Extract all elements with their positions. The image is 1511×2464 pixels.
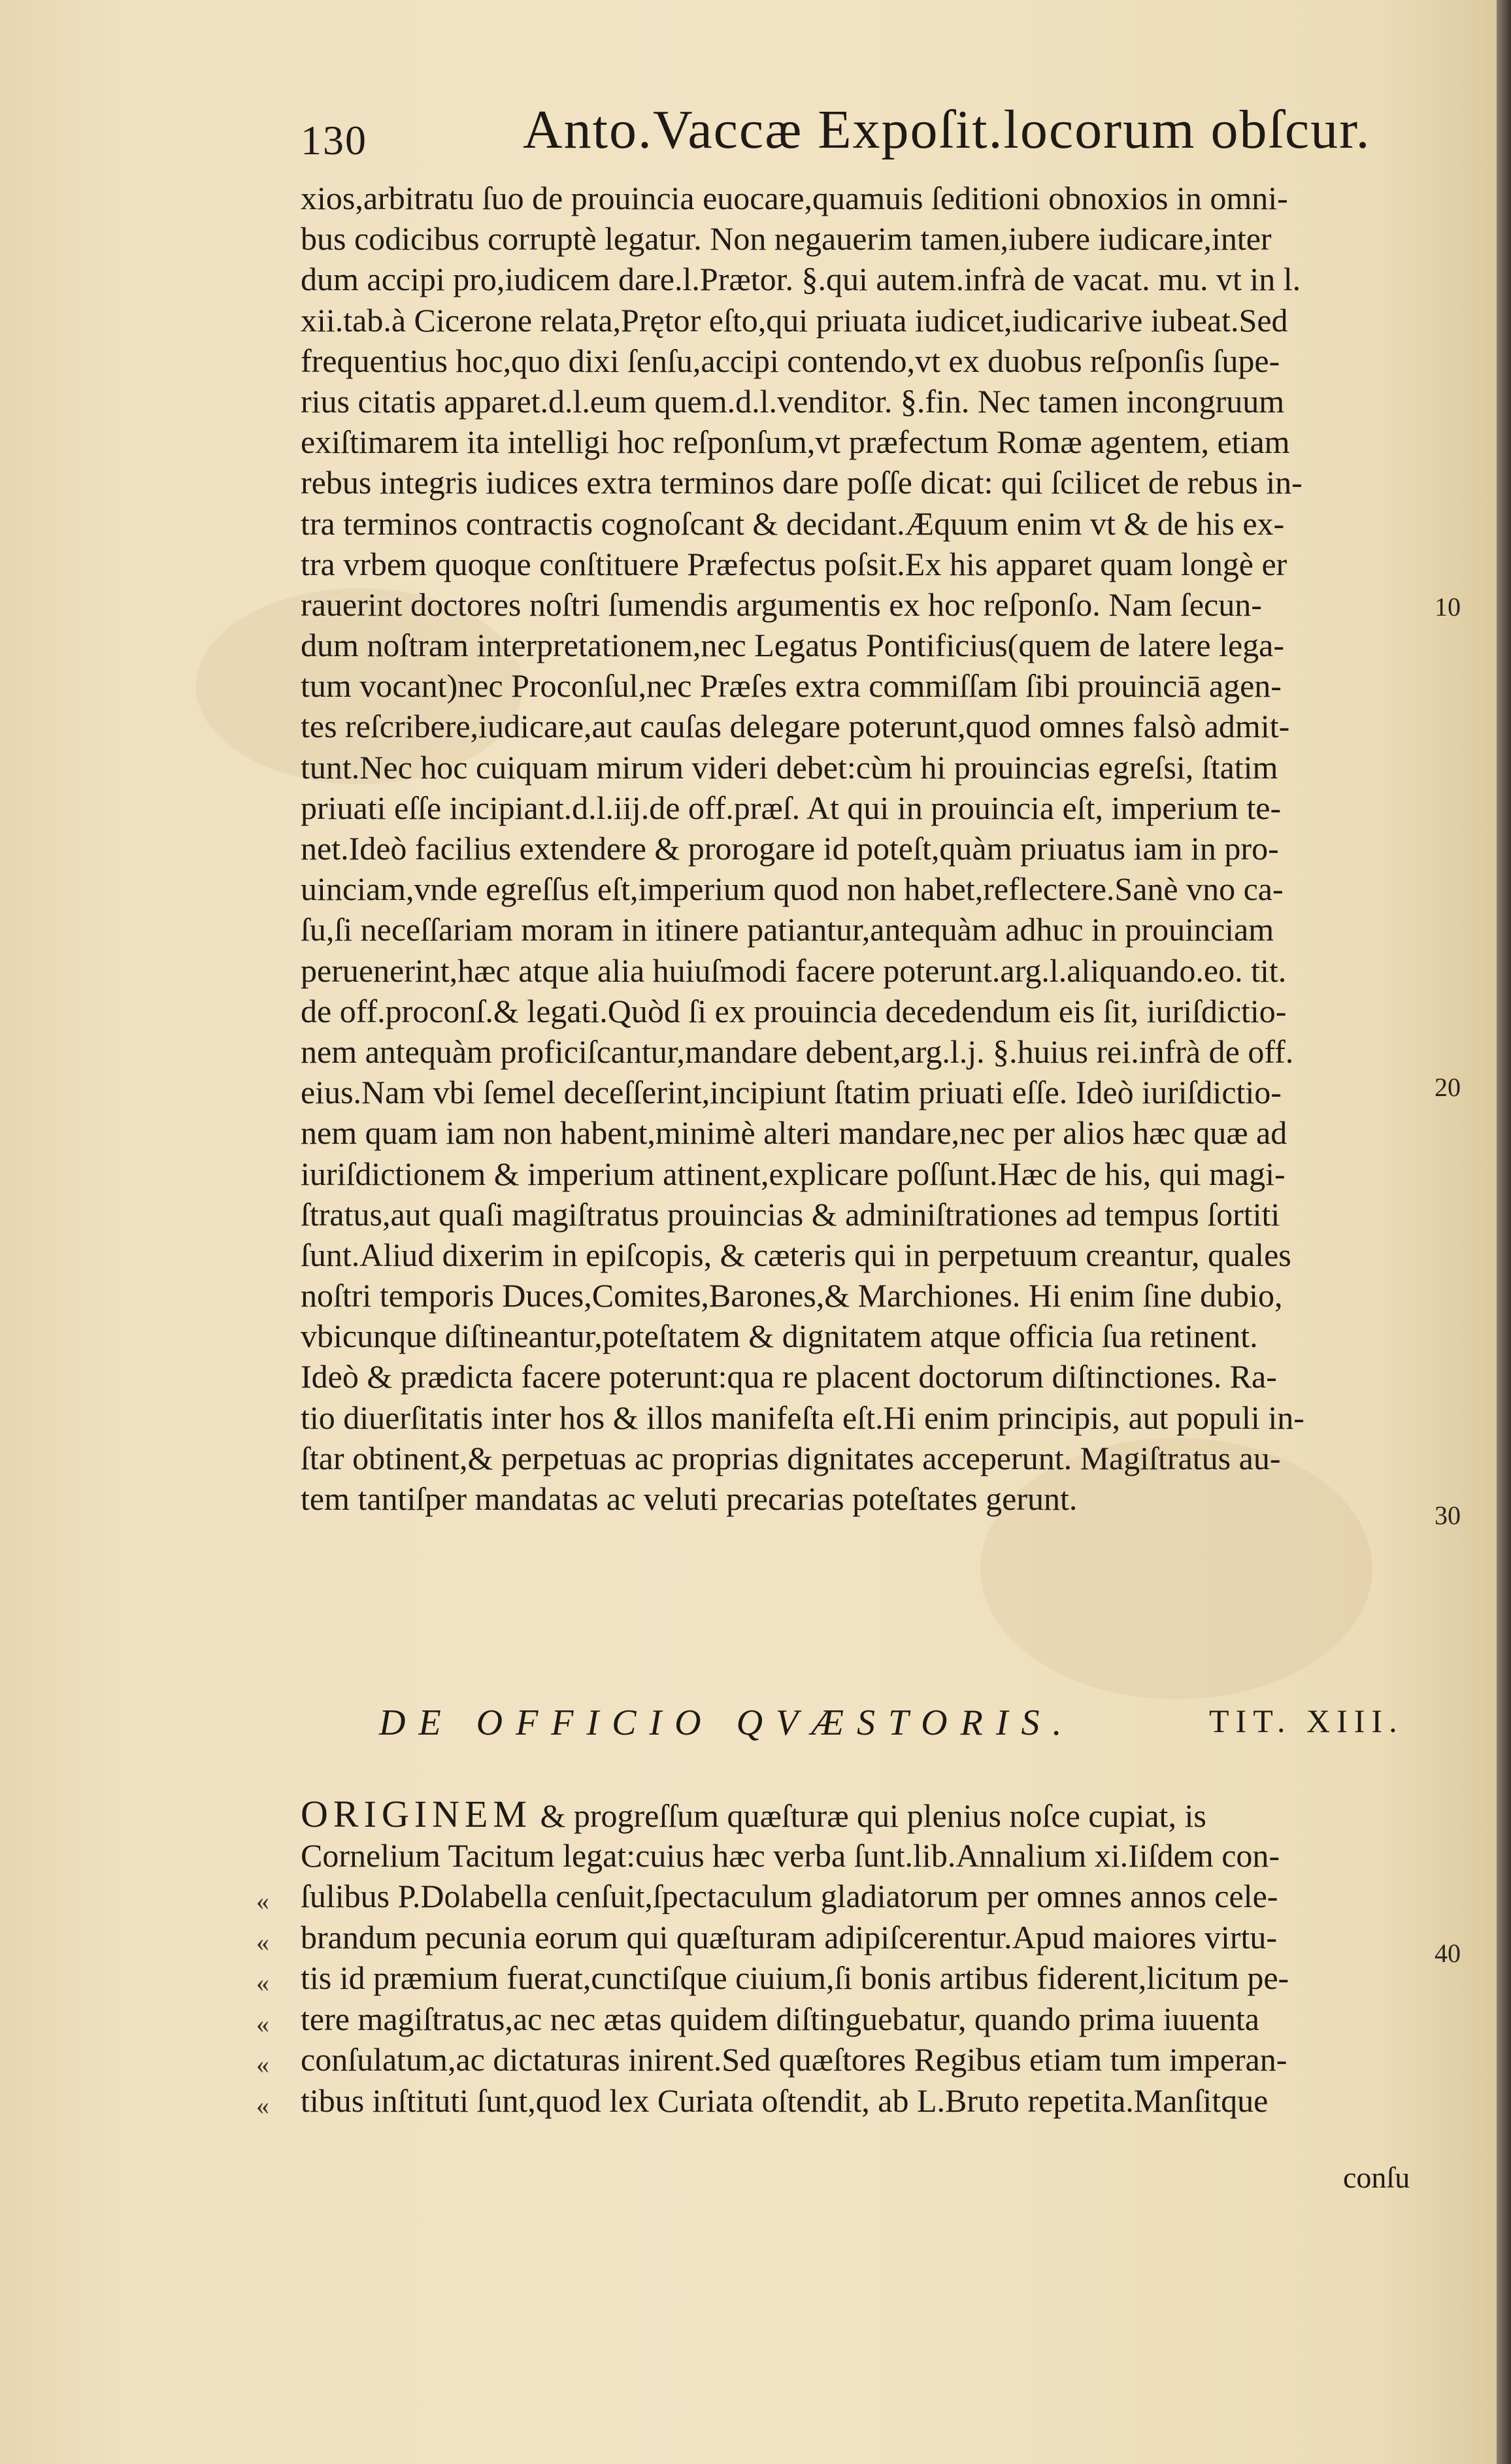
quotation-marker: « [256,1968,269,1997]
text-line: bus codicibus corruptè legatur. Non negauerim tamen,iubere iudicare,inter [301,220,1272,258]
quotation-marker: « [256,1886,269,1916]
text-line: tra vrbem quoque conſtituere Præfectus poſsit.Ex his apparet quam longè er [301,545,1287,582]
text-line: ſtratus,aut quaſi magiſtratus prouincias & adminiſtrationes ad tempus ſortiti [301,1195,1280,1233]
text-line: net.Ideò facilius extendere & prorogare id poteſt,quàm priuatus iam in pro- [301,830,1279,867]
text-line: conſulatum,ac dictaturas inirent.Sed quæſtores Regibus etiam tum imperan- [301,2041,1287,2078]
text-line: tunt.Nec hoc cuiquam mirum videri debet:cùm hi prouincias egreſsi, ſtatim [301,748,1278,786]
margin-line-number: 10 [1435,592,1461,622]
page-number: 130 [301,117,367,163]
text-line: dum accipi pro,iudicem dare.l.Prætor. §.qui autem.infrà de vacat. mu. vt in l. [301,261,1301,298]
text-line: ſu,ſi neceſſariam moram in itinere patiantur,antequàm adhuc in prouinciam [301,911,1274,948]
quotation-marker: « [256,2050,269,2079]
text-line: ORIGINEM & progreſſum quæſturæ qui plenius noſce cupiat, is [301,1793,1206,1835]
text-line: uinciam,vnde egreſſus eſt,imperium quod non habet,reflectere.Sanè vno ca- [301,871,1284,908]
initial-word: ORIGINEM [301,1793,532,1835]
margin-line-number: 30 [1435,1501,1461,1530]
text-line: tra terminos contractis cognoſcant & decidant.Æquum enim vt & de his ex- [301,505,1285,542]
text-line: peruenerint,hæc atque alia huiuſmodi facere poterunt.arg.l.aliquando.eo. tit. [301,952,1287,989]
text-line: nem quam iam non habent,minimè alteri mandare,nec per alios hæc quæ ad [301,1114,1287,1152]
text-line: tis id præmium fuerat,cunctiſque ciuium,ſi bonis artibus fiderent,licitum pe- [301,1959,1289,1996]
margin-line-number: 40 [1435,1939,1461,1968]
text-line: priuati eſſe incipiant.d.l.iij.de off.præſ. At qui in prouincia eſt, imperium te- [301,789,1282,826]
section-heading [379,1702,1425,1744]
catchword: conſu [1343,2161,1410,2194]
text-line: tem tantiſper mandatas ac veluti precarias poteſtates gerunt. [301,1480,1078,1517]
text-line: tes reſcribere,iudicare,aut cauſas delegare poterunt,quod omnes falsò admit- [301,708,1290,745]
text-line: xios,arbitratu ſuo de prouincia euocare,quamuis ſeditioni obnoxios in omni- [301,180,1288,216]
text-line: rebus integris iudices extra terminos dare poſſe dicat: qui ſcilicet de rebus in- [301,464,1303,501]
text-line: noſtri temporis Duces,Comites,Barones,& Marchiones. Hi enim ſine dubio, [301,1277,1283,1314]
text-line: Cornelium Tacitum legat:cuius hæc verba ſunt.lib.Annalium xi.Iiſdem con- [301,1837,1280,1874]
text-line: iuriſdictionem & imperium attinent,explicare poſſunt.Hæc de his, qui magi- [301,1155,1286,1192]
text-line: vbicunque diſtineantur,poteſtatem & dignitatem atque officia ſua retinent. [301,1318,1258,1355]
text-line: Ideò & prædicta facere poterunt:qua re placent doctorum diſtinctiones. Ra- [301,1358,1277,1395]
text-line: exiſtimarem ita intelligi hoc reſponſum,vt præfectum Romæ agentem, etiam [301,424,1290,461]
text-line: frequentius hoc,quo dixi ſenſu,accipi contendo,vt ex duobus reſponſis ſupe- [301,342,1280,379]
quotation-marker: « [256,1927,269,1957]
page-edge-shadow [1497,0,1511,2464]
main-text-block [301,178,1425,1519]
running-title: Anto.Vaccæ Expoſit.locorum obſcur. [523,99,1371,160]
margin-line-number: 20 [1435,1073,1461,1102]
quotation-marker: « [256,2091,269,2120]
text-line: tum vocant)nec Proconſul,nec Præſes extra commiſſam ſibi prouinciā agen- [301,667,1282,705]
text-line: tere magiſtratus,ac nec ætas quidem diſtinguebatur, quando prima iuuenta [301,2000,1259,2037]
text-line: dum noſtram interpretationem,nec Legatus Pontificius(quem de latere lega- [301,627,1285,664]
text-line: rius citatis apparet.d.l.eum quem.d.l.venditor. §.fin. Nec tamen incongruum [301,382,1285,420]
text-line: tio diuerſitatis inter hos & illos manifeſta eſt.Hi enim principis, aut populi in- [301,1399,1304,1436]
section-title: DE OFFICIO QVÆSTORIS. [379,1703,1075,1743]
text-line: ſtar obtinent,& perpetuas ac proprias dignitates acceperunt. Magiſtratus au- [301,1439,1281,1476]
text-line: ſulibus P.Dolabella cenſuit,ſpectaculum gladiatorum per omnes annos cele- [301,1878,1278,1914]
section-text-block [301,1794,1425,2121]
text-line: nem antequàm proficiſcantur,mandare debent,arg.l.j. §.huius rei.infrà de off. [301,1033,1294,1070]
text-line: xii.tab.à Cicerone relata,Prętor eſto,qui priuata iudicet,iudicarive iubeat.Sed [301,301,1288,339]
section-number: TIT. XIII. [1209,1703,1404,1739]
text-line: de off.proconſ.& legati.Quòd ſi ex prouincia decedendum eis ſit, iuriſdictio- [301,992,1287,1029]
text-line: tibus inſtituti ſunt,quod lex Curiata oſtendit, ab L.Bruto repetita.Manſitque [301,2082,1269,2119]
text-line: brandum pecunia eorum qui quæſturam adipiſcerentur.Apud maiores virtu- [301,1918,1278,1956]
quotation-marker: « [256,2009,269,2039]
text-line: rauerint doctores noſtri ſumendis argumentis ex hoc reſponſo. Nam ſecun- [301,586,1262,623]
text-line: ſunt.Aliud dixerim in epiſcopis, & cæteris qui in perpetuum creantur, quales [301,1236,1291,1273]
text-line: eius.Nam vbi ſemel deceſſerint,incipiunt ſtatim priuati eſſe. Ideò iuriſdictio- [301,1074,1282,1111]
running-head [301,98,1372,170]
